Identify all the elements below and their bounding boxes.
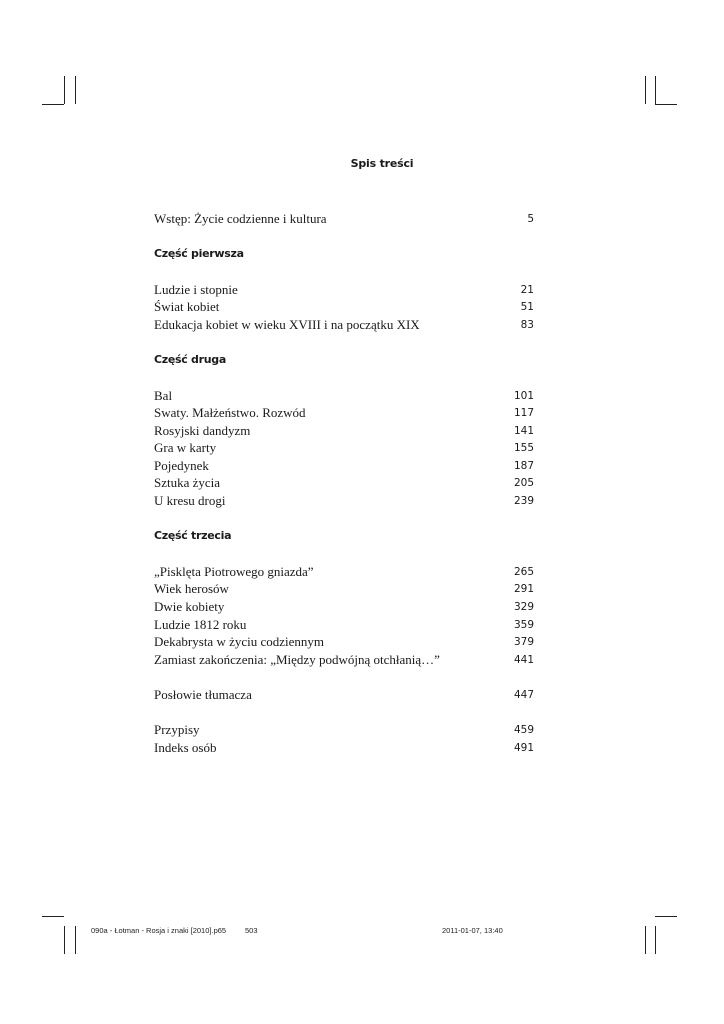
toc-entry bbox=[154, 439, 534, 457]
toc-entry bbox=[154, 457, 534, 475]
toc-entry-title: Przypisy bbox=[154, 722, 200, 737]
toc-entry bbox=[154, 616, 534, 634]
footer-filename: 090a - Łotman - Rosja i znaki [2010].p65 bbox=[91, 926, 227, 935]
toc-entry-page: 491 bbox=[513, 742, 534, 754]
crop-mark bbox=[655, 76, 656, 104]
toc-entry-page: 155 bbox=[513, 442, 534, 454]
print-footer bbox=[91, 926, 511, 938]
toc-entry-page: 459 bbox=[513, 724, 534, 736]
toc-entry-title: Wiek herosów bbox=[154, 581, 229, 596]
crop-mark bbox=[42, 916, 64, 917]
toc-entry-page: 359 bbox=[513, 619, 534, 631]
toc-entry bbox=[154, 492, 534, 510]
toc-entry-title: Dwie kobiety bbox=[154, 599, 225, 614]
crop-mark bbox=[64, 76, 65, 104]
toc-entry bbox=[154, 298, 534, 316]
toc-entry bbox=[154, 474, 534, 492]
footer-page-number: 503 bbox=[245, 926, 258, 935]
toc-entry bbox=[154, 563, 534, 581]
crop-mark bbox=[645, 76, 646, 104]
footer-timestamp: 2011-01-07, 13:40 bbox=[442, 926, 503, 935]
toc-entry-page: 379 bbox=[513, 636, 534, 648]
crop-mark bbox=[64, 926, 65, 954]
toc-entry-page: 101 bbox=[513, 390, 534, 402]
toc-entry-title: Sztuka życia bbox=[154, 475, 221, 490]
toc-entry bbox=[154, 633, 534, 651]
page-title: Spis treści bbox=[350, 157, 414, 170]
toc-entry bbox=[154, 580, 534, 598]
toc-entry-page: 51 bbox=[520, 301, 534, 313]
toc-entry bbox=[154, 387, 534, 405]
toc-entry-page: 239 bbox=[513, 495, 534, 507]
toc-entry bbox=[154, 404, 534, 422]
crop-mark bbox=[42, 104, 64, 105]
toc-entry-title: Ludzie i stopnie bbox=[154, 282, 238, 297]
toc-entry-title: Ludzie 1812 roku bbox=[154, 617, 247, 632]
toc-entry bbox=[154, 316, 534, 334]
toc-entry-title: Zamiast zakończenia: „Między podwójną otchłanią…” bbox=[154, 652, 440, 667]
toc-entry-page: 265 bbox=[513, 566, 534, 578]
toc-entry-page: 141 bbox=[513, 425, 534, 437]
toc-entry-title: Świat kobiet bbox=[154, 299, 220, 314]
toc-entry-page: 83 bbox=[520, 319, 534, 331]
toc-entry-title: „Pisklęta Piotrowego gniazda” bbox=[154, 564, 314, 579]
toc-entry bbox=[154, 651, 534, 669]
toc-entry bbox=[154, 739, 534, 757]
part-heading: Część trzecia bbox=[154, 529, 232, 542]
toc-entry-title: Gra w karty bbox=[154, 440, 217, 455]
toc-entry bbox=[154, 721, 534, 739]
toc-entry bbox=[154, 598, 534, 616]
toc-entry-page: 21 bbox=[520, 284, 534, 296]
toc-entry-page: 447 bbox=[513, 689, 534, 701]
toc-entry-page: 205 bbox=[513, 477, 534, 489]
toc-entry-title: Indeks osób bbox=[154, 740, 217, 755]
toc-entry-title: Edukacja kobiet w wieku XVIII i na początku XIX bbox=[154, 317, 420, 332]
crop-mark bbox=[645, 926, 646, 954]
toc-entry bbox=[154, 281, 534, 299]
toc-entry-page: 441 bbox=[513, 654, 534, 666]
crop-mark bbox=[655, 104, 677, 105]
crop-mark bbox=[75, 926, 76, 954]
toc-entry bbox=[154, 686, 534, 704]
toc-entry-page: 5 bbox=[527, 213, 534, 225]
toc-entry-title: Bal bbox=[154, 388, 173, 403]
toc-entry-title: Dekabrysta w życiu codziennym bbox=[154, 634, 325, 649]
toc-entry-title: Rosyjski dandyzm bbox=[154, 423, 251, 438]
part-heading: Część pierwsza bbox=[154, 247, 244, 260]
toc-entry bbox=[154, 210, 534, 228]
toc-entry-title: Pojedynek bbox=[154, 458, 209, 473]
crop-mark bbox=[655, 916, 677, 917]
toc-entry-title: U kresu drogi bbox=[154, 493, 226, 508]
toc-entry-page: 187 bbox=[513, 460, 534, 472]
toc-entry-page: 291 bbox=[513, 583, 534, 595]
toc-entry-page: 329 bbox=[513, 601, 534, 613]
toc-entry-title: Posłowie tłumacza bbox=[154, 687, 252, 702]
toc-entry-title: Wstęp: Życie codzienne i kultura bbox=[154, 211, 327, 226]
toc-entry-page: 117 bbox=[513, 407, 534, 419]
toc-entry-title: Swaty. Małżeństwo. Rozwód bbox=[154, 405, 306, 420]
crop-mark bbox=[75, 76, 76, 104]
part-heading: Część druga bbox=[154, 353, 226, 366]
crop-mark bbox=[655, 926, 656, 954]
toc-entry bbox=[154, 422, 534, 440]
